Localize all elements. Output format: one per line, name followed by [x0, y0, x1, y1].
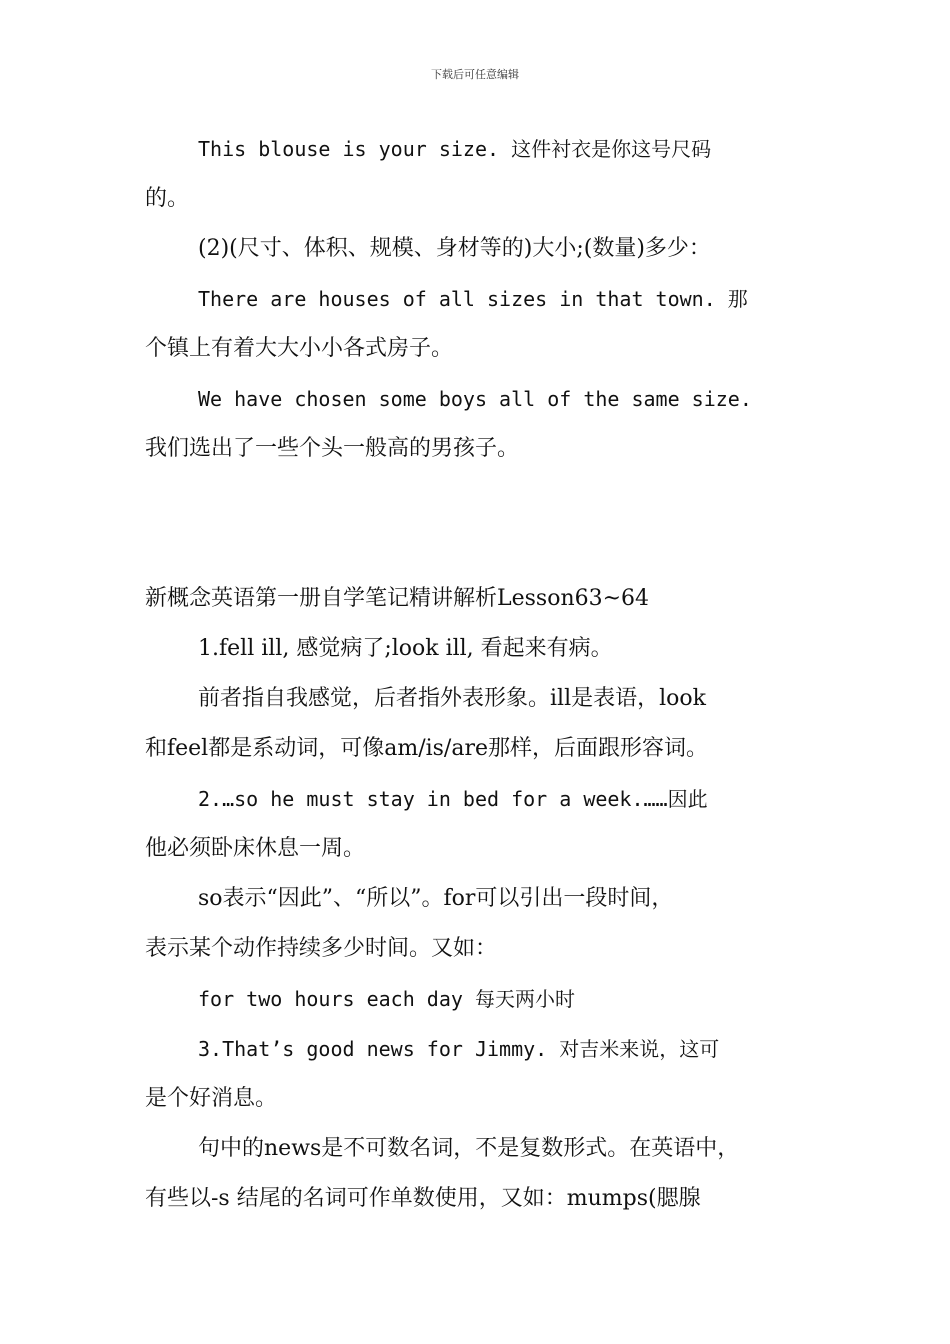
- section-spacer: [145, 474, 810, 574]
- paragraph-line: 表示某个动作持续多少时间。又如：: [145, 936, 498, 961]
- paragraph-line: There are houses of all sizes in that town. 那: [198, 287, 748, 311]
- page-header: 下载后可任意编辑: [431, 68, 519, 81]
- paragraph-line: (2)(尺寸、体积、规模、身材等的)大小;(数量)多少：: [198, 236, 711, 261]
- paragraph-line: 是个好消息。: [145, 1086, 278, 1111]
- paragraph-line: 2.…so he must stay in bed for a week.……因此: [198, 787, 708, 811]
- paragraph-line: 前者指自我感觉，后者指外表形象。ill是表语，look: [198, 686, 706, 711]
- paragraph-line: so表示“因此”、“所以”。for可以引出一段时间，: [198, 886, 674, 911]
- paragraph-line: We have chosen some boys all of the same size.: [198, 387, 752, 411]
- paragraph-line: 个镇上有着大大小小各式房子。: [145, 336, 454, 361]
- paragraph-line: 他必须卧床休息一周。: [145, 836, 366, 861]
- paragraph-line: 1.fell ill, 感觉病了;look ill, 看起来有病。: [198, 636, 613, 661]
- paragraph-line: 和feel都是系动词，可像am/is/are那样，后面跟形容词。: [145, 736, 708, 761]
- section-title: 新概念英语第一册自学笔记精讲解析Lesson63~64: [145, 586, 650, 611]
- paragraph-line: 我们选出了一些个头一般高的男孩子。: [145, 436, 520, 461]
- document-body: [145, 124, 810, 1224]
- paragraph-line: for two hours each day 每天两小时: [198, 987, 575, 1011]
- paragraph-line: 3.That’s good news for Jimmy. 对吉米来说，这可: [198, 1037, 720, 1061]
- paragraph-line: 的。: [145, 186, 190, 211]
- paragraph-line: 句中的news是不可数名词，不是复数形式。在英语中，: [198, 1136, 740, 1161]
- paragraph-line: 有些以-s 结尾的名词可作单数使用，又如：mumps(腮腺: [145, 1186, 701, 1211]
- paragraph-line: This blouse is your size. 这件衬衣是你这号尺码: [198, 137, 712, 161]
